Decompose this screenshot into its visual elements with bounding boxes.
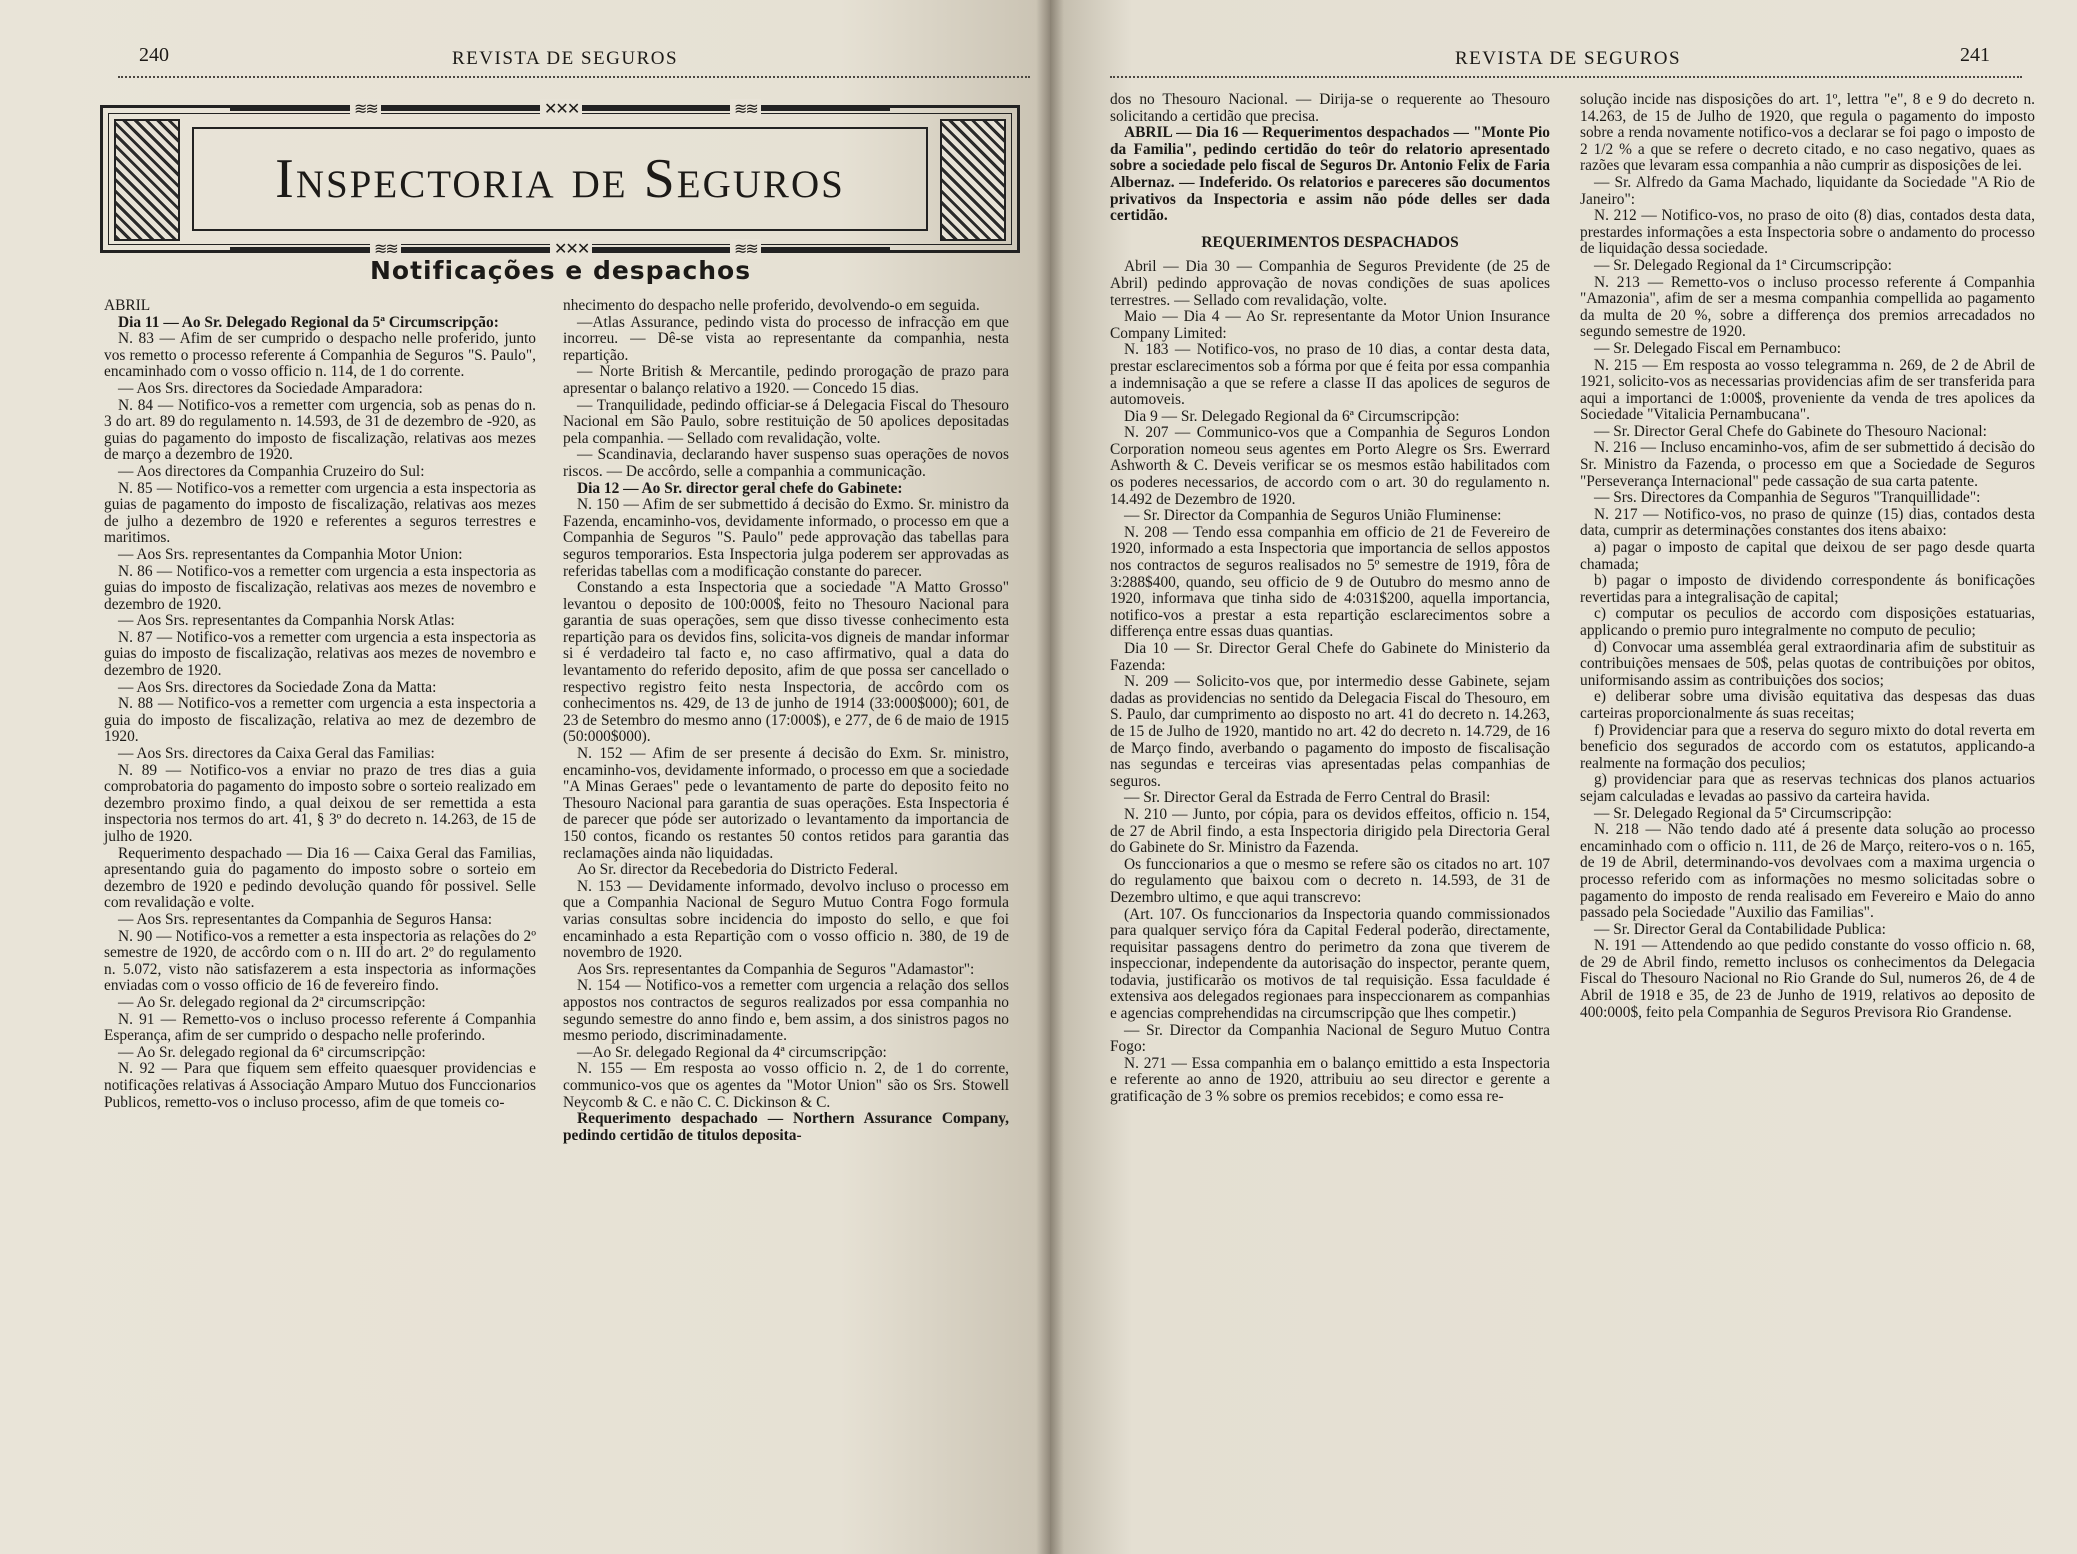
paragraph: Aos Srs. representantes da Companhia de Seguros "Adamastor": (577, 960, 975, 978)
paragraph: N. 183 — Notifico-vos, no praso de 10 dias, a contar desta data, prestar esclarecimentos sob a fórma por que é feita por essa companhia a indemnisação a que se refere a classe II das apolices de seguros de automoveis. (1110, 341, 1550, 409)
paragraph: — Sr. Delegado Fiscal em Pernambuco: (1594, 339, 1842, 357)
paragraph: N. 92 — Para que fiquem sem effeito quaesquer providencias e notificações relativas á Associação Amparo Mutuo dos Funccionarios Publicos, remetto-vos o incluso processo, afim de que tomeis co- (104, 1060, 536, 1111)
paragraph: — Sr. Director Geral da Estrada de Ferro Central do Brasil: (1124, 789, 1491, 807)
paragraph: — Srs. Directores da Companhia de Seguros "Tranquillidade": (1594, 489, 1981, 507)
paragraph: N. 212 — Notifico-vos, no praso de oito (8) dias, contados desta data, prestardes informações a esta Inspectoria sobre o andamento do processo de liquidação dessa sociedade. (1580, 207, 2035, 258)
title-banner (100, 101, 1020, 258)
paragraph: Constando a esta Inspectoria que a sociedade "A Matto Grosso" levantou o deposito de 100:000$, feito no Thesouro Nacional para garantia de suas operações, sem que disso tivesse conhecimento esta repartição para os devidos fins, solicita-vos digneis de mandar informar si é verdadeiro tal facto e, no caso affirmativo, qual a data do levantamento do referido deposito, afim de que possa ser cancellado o respectivo registro feito nesta Inspectoria, de accôrdo com os conhecimentos ns. 429, de 13 de junho de 1914 (33:000$000); 601, de 23 de Setembro do mesmo anno (17:000$), e 277, de 6 de maio de 1915 (50:000$000). (563, 579, 1009, 746)
art-nouveau-ornament-icon (114, 119, 180, 241)
paragraph: a) pagar o imposto de capital que deixou de ser pago desde quarta chamada; (1580, 539, 2035, 573)
right-column-1 (1110, 92, 1550, 1106)
paragraph: — Ao Sr. delegado regional da 6ª circumscripção: (118, 1043, 426, 1061)
paragraph: nhecimento do despacho nelle proferido, devolvendo-o em seguida. (563, 297, 980, 314)
running-head: REVISTA DE SEGUROS (1455, 48, 1682, 69)
ornament-icon: ≋≋ (370, 239, 401, 259)
paragraph: N. 208 — Tendo essa companhia em officio de 21 de Fevereiro de 1920, informado a esta Inspectoria que importancia de sellos appostos nos contractos de seguros realisados no 5º semestre de 1919, fôra de 3:288$400, quando, seu officio de 9 de Outubro do mesmo anno de 1920, informava que tinha sido de 4:031$200, aquella importancia, notifico-vos a prestar a esta repartição esclarecimentos sobre a differença entre essas duas quantias. (1110, 523, 1550, 641)
paragraph: N. 217 — Notifico-vos, no praso de quinze (15) dias, contados desta data, cumprir as determinações constantes dos itens abaixo: (1580, 505, 2035, 540)
left-column-1 (104, 298, 536, 1111)
right-column-2 (1580, 92, 2035, 1021)
paragraph: Dia 10 — Sr. Director Geral Chefe do Gabinete do Ministerio da Fazenda: (1110, 640, 1550, 674)
left-column-2 (563, 298, 1009, 1144)
paragraph: N. 154 — Notifico-vos a remetter com urgencia a relação dos sellos appostos nos contractos de seguros realizados por essa companhia no segundo semestre do anno findo e, bem assim, a dos sinistros pagos no mesmo periodo, discriminadamente. (563, 977, 1009, 1045)
paragraph: Os funccionarios a que o mesmo se refere são os citados no art. 107 do regulamento que baixou com o decreto n. 14.593, de 31 de Dezembro ultimo, e que aqui transcrevo: (1110, 855, 1550, 906)
section-title: Inspectoria de Seguros (275, 148, 845, 210)
paragraph: N. 209 — Solicito-vos que, por intermedio desse Gabinete, sejam dadas as providencias no sentido da Delegacia Fiscal do Thesouro, em S. Paulo, dar cumprimento ao disposto no art. 41 do decreto n. 14.263, de 15 de Julho de 1920, mantido no art. 42 do decreto n. 14.729, de 16 de Março findo, averbando o pagamento do imposto de fiscalisação nas segundas e terceiras vias apresentadas pelas companhias de seguros. (1110, 673, 1550, 790)
section-subtitle: Notificações e despachos (370, 256, 752, 285)
paragraph: solução incide nas disposições do art. 1º, lettra "e", 8 e 9 do decreto n. 14.263, de 15 de Julho de 1920, que regula o pagamento do imposto sobre a renda novamente notifico-vos a declarar se foi pago o imposto de 2 1/2 % a que se refere o decreto citado, e no caso negativo, quaes as razões que levaram essa companhia a não cumprir as disposições de lei. (1580, 91, 2035, 175)
paragraph: N. 216 — Incluso encaminho-vos, afim de ser submettido á decisão do Sr. Ministro da Fazenda, o processo em que a Sociedade de Seguros "Perseverança Internacional" pede cassação de sua carta patente. (1580, 439, 2035, 490)
paragraph: — Aos Srs. representantes da Companhia Motor Union: (118, 545, 463, 563)
paragraph: Maio — Dia 4 — Ao Sr. representante da Motor Union Insurance Company Limited: (1110, 308, 1550, 342)
page-number: 241 (1960, 44, 1990, 66)
paragraph: N. 215 — Em resposta ao vosso telegramma n. 269, de 2 de Abril de 1921, solicito-vos as necessarias providencias afim de ser transferida para aqui a importanci de 1:000$, proveniente da venda de tres apolices da Sociedade "Vitalicia Pernambucana". (1580, 356, 2035, 424)
paragraph: N. 191 — Attendendo ao que pedido constante do vosso officio n. 68, de 29 de Abril findo, remetto inclusos os conhecimentos da Delegacia Fiscal do Thesouro Nacional no Rio Grande do Sul, numeros 26, de 4 de Abril de 1918 e 35, de 23 de Junho de 1919, relativos ao deposito de 400:000$, feito pela Companhia de Seguros Previsora Rio Grandense. (1580, 937, 2035, 1021)
paragraph: — Aos Srs. representantes da Companhia de Seguros Hansa: (118, 910, 493, 928)
paragraph: — Norte British & Mercantile, pedindo prorogação de prazo para apresentar o balanço relativo a 1920. — Concedo 15 dias. (563, 363, 1009, 397)
paragraph: c) computar os peculios de accordo com disposições estatuarias, applicando o premio puro integralmente no computo de peculio; (1580, 605, 2035, 639)
paragraph: N. 155 — Em resposta ao vosso officio n. 2, de 1 do corrente, communico-vos que os agentes da "Motor Union" são os Srs. Stowell Neycomb & C. e não C. C. Dickinson & C. (563, 1060, 1009, 1111)
paragraph: N. 86 — Notifico-vos a remetter com urgencia a esta inspectoria as guias do imposto de fiscalização, relativas aos mezes de novembro e dezembro de 1920. (104, 562, 536, 613)
paragraph: e) deliberar sobre uma divisão equitativa das despesas das duas carteiras proporcionalmente ás suas receitas; (1580, 688, 2035, 722)
ornament-icon: ≋≋ (730, 239, 761, 259)
paragraph: — Sr. Director da Companhia de Seguros União Fluminense: (1124, 507, 1502, 525)
paragraph: —Ao Sr. delegado Regional da 4ª circumscripção: (577, 1043, 887, 1061)
paragraph: N. 207 — Communico-vos que a Companhia de Seguros London Corporation nomeou seus agentes em Porto Alegre os Srs. Ewerrard Ashworth & C. Deveis verificar se os mesmos estão habilitados com os poderes necessarios, de accordo com o art. 30 do regulamento n. 14.492 de Dezembro de 1920. (1110, 424, 1550, 508)
paragraph: N. 213 — Remetto-vos o incluso processo referente á Companhia "Amazonia", afim de ser a mesma companhia compellida ao pagamento da multa de 20 %, sobre a differença dos premios arrecadados no segundo semestre de 1920. (1580, 273, 2035, 341)
paragraph: N. 87 — Notifico-vos a remetter com urgencia a esta inspectoria as guias do imposto de fiscalização, relativas aos mezes de novembro e dezembro de 1920. (104, 628, 536, 680)
paragraph: — Sr. Delegado Regional da 5ª Circumscripção: (1594, 804, 1892, 822)
paragraph: (Art. 107. Os funccionarios da Inspectoria quando commissionados para qualquer serviço fóra da Capital Federal poderão, directamente, requisitar passagens dentro do perimetro da zona que tiverem de inspeccionar, independente da autorisação do inspector, perante quem, todavia, justificarão os motivos de tal requisição. Essa faculdade é extensiva aos delegados regionaes para inspeccionarem as companhias e agencias comprehendidas na circumscripção que lhes competir.) (1110, 905, 1550, 1023)
paragraph: Requerimento despachado — Northern Assurance Company, pedindo certidão de titulos deposita- (563, 1110, 1009, 1144)
paragraph: g) providenciar para que as reservas technicas dos planos actuarios sejam calculadas e levadas ao passivo da carteira havida. (1580, 771, 2035, 805)
paragraph: N. 84 — Notifico-vos a remetter com urgencia, sob as penas do n. 3 do art. 89 do regulamento n. 14.593, de 31 de dezembro de -920, as guias do pagamento do imposto de fiscalização, relativas aos mezes de março a dezembro de 1920. (104, 396, 536, 464)
paragraph: N. 91 — Remetto-vos o incluso processo referente á Companhia Esperança, afim de ser cumprido o despacho nelle proferindo. (104, 1010, 536, 1045)
paragraph: —Atlas Assurance, pedindo vista do processo de infracção em que incorreu. — Dê-se vista ao representante da companhia, nesta repartição. (563, 313, 1009, 364)
paragraph: — Aos Srs. directores da Caixa Geral das Familias: (118, 745, 435, 763)
paragraph: Dia 9 — Sr. Delegado Regional da 6ª Circumscripção: (1124, 407, 1460, 425)
paragraph: ABRIL (104, 297, 151, 314)
page-number: 240 (139, 44, 169, 66)
paragraph: N. 271 — Essa companhia em o balanço emittido a esta Inspectoria e referente ao anno de 1920, attribuiu ao seu director e gerente a gratificação de 3 % sobre os premios recebidos; e como essa re- (1110, 1054, 1550, 1106)
header-rule (118, 76, 1030, 78)
paragraph: — Sr. Delegado Regional da 1ª Circumscripção: (1594, 256, 1892, 274)
paragraph: — Aos Srs. directores da Sociedade Zona da Matta: (118, 678, 437, 696)
paragraph: Dia 11 — Ao Sr. Delegado Regional da 5ª Circumscripção: (118, 313, 499, 331)
paragraph: — Ao Sr. delegado regional da 2ª circumscripção: (118, 993, 426, 1011)
paragraph: — Sr. Director Geral da Contabilidade Publica: (1594, 920, 1886, 938)
paragraph: N. 90 — Notifico-vos a remetter a esta inspectoria as relações do 2º semestre de 1920, de accôrdo com o n. III do art. 2º do regulamento n. 5.072, visto não satisfazerem a esta inspectoria as informações enviadas com o vosso officio de 16 de fevereiro findo. (104, 927, 536, 995)
paragraph: N. 83 — Afim de ser cumprido o despacho nelle proferido, junto vos remetto o processo referente á Companhia de Seguros "S. Paulo", encaminhado com o vosso officio n. 114, de 1 do corrente. (104, 330, 536, 381)
paragraph: Dia 12 — Ao Sr. director geral chefe do Gabinete: (577, 479, 903, 497)
paragraph: — Sr. Director da Companhia Nacional de Seguro Mutuo Contra Fogo: (1110, 1021, 1550, 1056)
running-head: REVISTA DE SEGUROS (452, 48, 679, 69)
paragraph: — Sr. Alfredo da Gama Machado, liquidante da Sociedade "A Rio de Janeiro": (1580, 173, 2035, 208)
paragraph: Abril — Dia 30 — Companhia de Seguros Previdente (de 25 de Abril) pedindo approvação de novas condições de suas apolices terrestres. — Sellado com revalidação, volte. (1110, 258, 1550, 309)
header-rule (1110, 76, 2022, 78)
paragraph: — Tranquilidade, pedindo officiar-se á Delegacia Fiscal do Thesouro Nacional em São Paulo, sobre restituição de 50 apolices depositadas pela companhia. — Sellado com revalidação, volte. (563, 396, 1009, 447)
paragraph: N. 153 — Devidamente informado, devolvo incluso o processo em que a Companhia Nacional de Seguro Mutuo Contra Fogo formula varias consultas sobre incidencia do imposto do sello, e que foi encaminhado a esta Repartição com o vosso officio n. 380, de 19 de novembro de 1920. (563, 877, 1009, 962)
paragraph: N. 88 — Notifico-vos a remetter com urgencia a esta inspectoria a guia do imposto de fiscalização, relativa ao mez de dezembro de 1920. (104, 695, 536, 746)
ornament-icon: ≋≋ (730, 99, 761, 119)
paragraph: d) Convocar uma assembléa geral extraordinaria afim de substituir as contribuições mensaes de 50$, pelas quotas de contribuições por obitos, uniformisando assim as contribuições dos socios; (1580, 638, 2035, 689)
paragraph: b) pagar o imposto de dividendo correspondente ás bonificações revertidas para a integralisação de capital; (1580, 572, 2035, 606)
paragraph: — Aos Srs. representantes da Companhia Norsk Atlas: (118, 612, 455, 630)
art-nouveau-ornament-icon (940, 119, 1006, 241)
title-box (192, 127, 928, 231)
paragraph: N. 150 — Afim de ser submettido á decisão do Exmo. Sr. ministro da Fazenda, encaminho-vos, devidamente informado, o processo em que a Companhia de Seguros "S. Paulo" pede approvação das tabellas para seguros temporarios. Esta Inspectoria julga poderem ser approvadas as referidas tabellas com a modificação constante do parecer. (563, 496, 1009, 580)
paragraph: — Sr. Director Geral Chefe do Gabinete do Thesouro Nacional: (1594, 422, 1987, 440)
ornament-icon: ≋≋ (350, 99, 381, 119)
banner-band-top (230, 101, 890, 118)
paragraph: — Scandinavia, declarando haver suspenso suas operações de novos riscos. — De accôrdo, selle a companhia a communicação. (563, 446, 1009, 480)
right-page (1050, 0, 2077, 1554)
ornament-icon: ✕✕✕ (550, 239, 592, 259)
paragraph: N. 218 — Não tendo dado até á presente data solução ao processo encaminhado com o officio n. 111, de 26 de Março, reitero-vos o n. 165, de 19 de Abril, determinando-vos devolvaes com a maxima urgencia o processo referido com as informações no mesmo solicitadas sobre o pagamento do imposto de renda realisado em Fevereiro e Maio do anno passado pela Sociedade "Auxilio das Familias". (1580, 821, 2035, 922)
ornament-icon: ✕✕✕ (540, 99, 582, 119)
paragraph: Requerimento despachado — Dia 16 — Caixa Geral das Familias, apresentando guia do pagamento do imposto sobre o sorteio em dezembro de 1920 e pedindo devolução quando fôr possivel. Selle com revalidação e volte. (104, 844, 536, 912)
paragraph: Ao Sr. director da Recebedoria do Districto Federal. (577, 861, 898, 879)
paragraph: N. 89 — Notifico-vos a enviar no prazo de tres dias a guia comprobatoria do pagamento do imposto sobre o sorteio realizado em dezembro proximo findo, a qual deixou de ser remettida a esta inspectoria nos termos do art. 41, § 3º do decreto n. 14.263, de 15 de julho de 1920. (104, 761, 536, 845)
section-heading: REQUERIMENTOS DESPACHADOS (1201, 233, 1459, 251)
paragraph: — Aos directores da Companhia Cruzeiro do Sul: (118, 462, 425, 480)
paragraph: ABRIL — Dia 16 — Requerimentos despachados — "Monte Pio da Familia", pedindo certidão do teôr do relatorio apresentado sobre a sociedade pelo fiscal de Seguros Dr. Antonio Felix de Faria Albernaz. — Indeferido. Os relatorios e pareceres são documentos privativos da Inspectoria e assim não póde delles ser dada certidão. (1110, 124, 1550, 225)
paragraph: dos no Thesouro Nacional. — Dirija-se o requerente ao Thesouro solicitando a certidão que precisa. (1110, 91, 1550, 125)
book-gutter (1036, 0, 1064, 1554)
paragraph: N. 210 — Junto, por cópia, para os devidos effeitos, officio n. 154, de 27 de Abril findo, a esta Inspectoria dirigido pela Directoria Geral do Gabinete do Sr. Ministro da Fazenda. (1110, 805, 1550, 857)
banner-band-bottom (230, 241, 890, 258)
paragraph: — Aos Srs. directores da Sociedade Amparadora: (118, 379, 423, 397)
paragraph: f) Providenciar para que a reserva do seguro mixto do dotal reverta em beneficio dos segurados de accordo com os estatutos, applicando-a realmente na formação dos peculios; (1580, 721, 2035, 772)
paragraph: N. 152 — Afim de ser presente á decisão do Exm. Sr. ministro, encaminho-vos, devidamente informado, o processo em que a sociedade "A Minas Geraes" pede o levantamento de parte do deposito feito no Thesouro Nacional para garantia de suas operações. Esta Inspectoria é de parecer que póde ser autorizado o levantamento da importancia de 150 contos, ficando os restantes 50 contos retidos para garantia das reclamações ainda não liquidadas. (563, 745, 1009, 862)
paragraph: N. 85 — Notifico-vos a remetter com urgencia a esta inspectoria as guias de pagamento do imposto de fiscalização, relativas aos mezes de julho a dezembro de 1920 e referentes a seguros terrestres e maritimos. (104, 479, 536, 547)
